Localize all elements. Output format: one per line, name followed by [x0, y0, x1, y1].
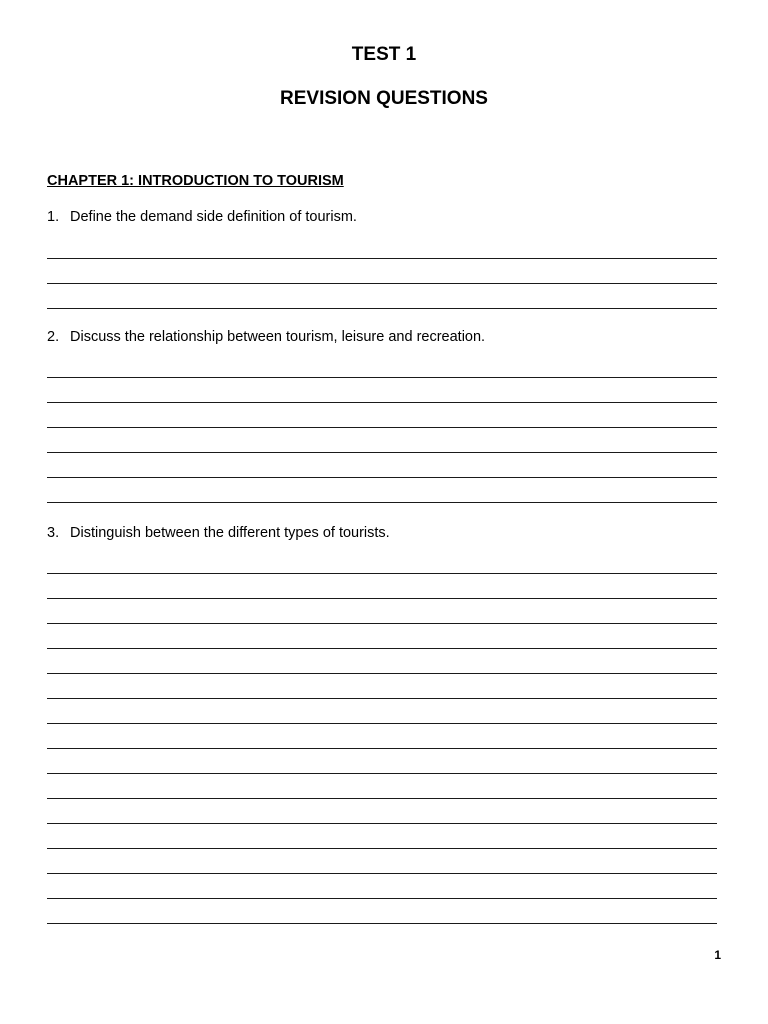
answer-line [47, 258, 717, 259]
answer-line [47, 427, 717, 428]
answer-line [47, 308, 717, 309]
answer-line [47, 573, 717, 574]
question-1 [47, 208, 357, 226]
answer-line [47, 698, 717, 699]
test-title: TEST 1 [351, 44, 417, 65]
answer-line [47, 402, 717, 403]
question-number: 2. [47, 329, 60, 345]
answer-line [47, 598, 717, 599]
answer-line [47, 923, 717, 924]
page-subtitle: REVISION QUESTIONS [280, 88, 488, 109]
question-2 [47, 328, 485, 346]
answer-line [47, 723, 717, 724]
answer-line [47, 798, 717, 799]
answer-line [47, 673, 717, 674]
question-number: 1. [47, 209, 60, 225]
answer-line [47, 283, 717, 284]
answer-line [47, 477, 717, 478]
page-number: 1 [714, 948, 721, 962]
answer-line [47, 873, 717, 874]
answer-line [47, 773, 717, 774]
answer-line [47, 823, 717, 824]
answer-line [47, 502, 717, 503]
answer-line [47, 623, 717, 624]
answer-line [47, 898, 717, 899]
question-number: 3. [47, 525, 60, 541]
answer-line [47, 648, 717, 649]
chapter-heading: CHAPTER 1: INTRODUCTION TO TOURISM [47, 173, 344, 189]
answer-line [47, 848, 717, 849]
answer-line [47, 452, 717, 453]
answer-line [47, 748, 717, 749]
question-3 [47, 524, 390, 542]
question-text: Discuss the relationship between tourism, leisure and recreation. [70, 329, 486, 345]
question-text: Define the demand side definition of tourism. [70, 209, 357, 225]
answer-line [47, 377, 717, 378]
question-text: Distinguish between the different types of tourists. [70, 525, 390, 541]
